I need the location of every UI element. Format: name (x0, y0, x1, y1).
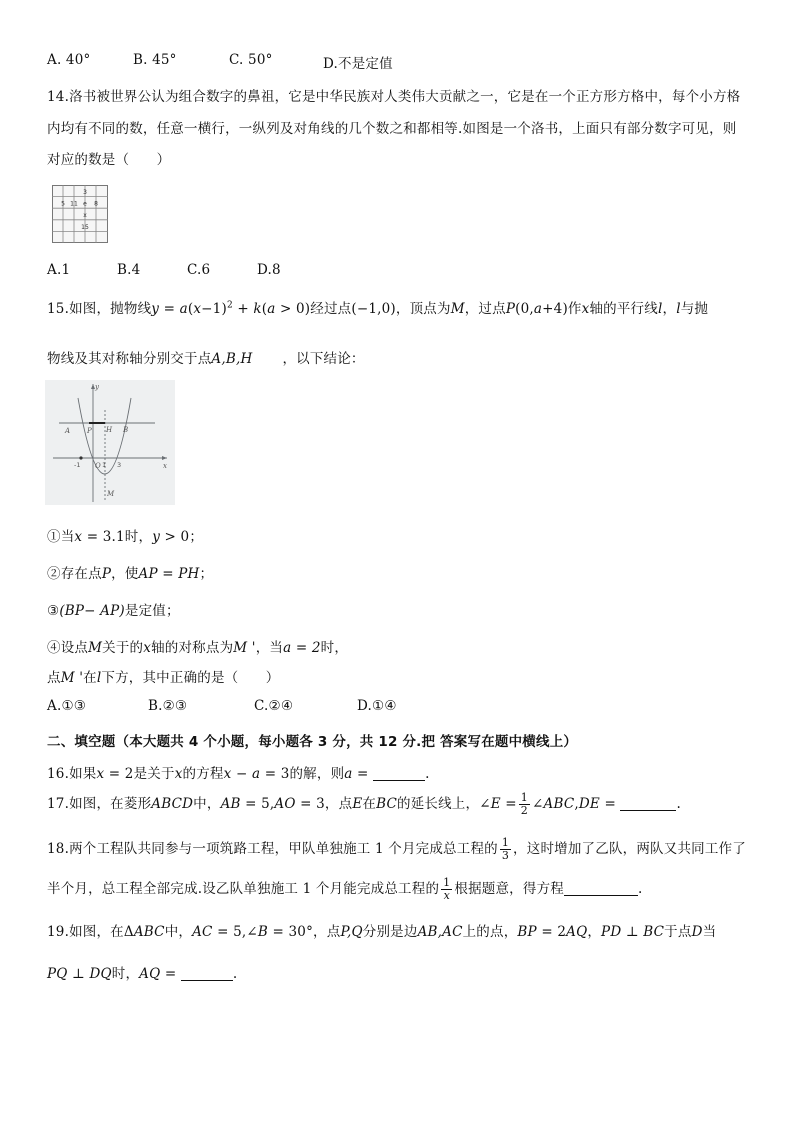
q16-d: = 3的解，则 (260, 766, 345, 782)
q19-perp: ⊥ (67, 966, 90, 982)
q17-end: . (676, 796, 681, 812)
s2-c: ； (199, 566, 214, 582)
q15-eq-x: x (193, 301, 202, 317)
figure-background (45, 380, 175, 505)
q15-statement-3 (47, 599, 180, 619)
q15-point1: (−1,0) (351, 301, 396, 317)
s4-x: x (143, 640, 152, 656)
q15-eq-a: a (179, 301, 188, 317)
grid-cell-r0c2: 3 (83, 189, 87, 196)
q15-P-coord-a: (0, (515, 301, 534, 317)
label-P: P (87, 427, 92, 435)
s4-a: ④设点 (47, 640, 89, 656)
q17-de: DE (578, 796, 600, 812)
q15-line2-text: 物线及其对称轴分别交于点 (47, 351, 212, 367)
q18-d: 根据题意，得方程 (454, 881, 564, 897)
q15-statement-1 (47, 525, 203, 545)
q19-line-2 (47, 962, 237, 982)
luoshu-grid-figure (52, 185, 108, 243)
q15-statement-2 (47, 562, 213, 582)
label-O: O (95, 462, 101, 470)
grid-border (53, 186, 108, 243)
q19-b: 中， (164, 924, 193, 940)
q16-a: 16.如果 (47, 766, 97, 782)
q15-conclusions: ，以下结论： (282, 351, 365, 367)
q19-equals: = (160, 966, 177, 982)
q19-line-1 (47, 920, 716, 940)
q15-eq-condition: > 0 (275, 301, 305, 317)
label-x: x (163, 462, 167, 470)
q18-b: ，这时增加了乙队，两队又共同工作了 (513, 841, 746, 857)
q16-a-var: a (344, 766, 353, 782)
s4-e: 时， (320, 640, 349, 656)
grid-cell-r2c2: x (83, 212, 87, 219)
label-1: 1 (102, 461, 107, 469)
q16-x1: x (96, 766, 105, 782)
q19-aq: AQ (566, 924, 588, 940)
s5-c: 下方，其中正确的是（ ） (101, 670, 280, 686)
q15-M: M (450, 301, 465, 317)
q18-frac2-num: 1 (443, 876, 451, 889)
s4-a-eq: a = 2 (283, 640, 321, 656)
q14-option-b: B.4 (117, 262, 141, 278)
q15-l: l (657, 301, 663, 317)
s1-a: ①当 (47, 529, 75, 545)
q15-statement-4 (47, 636, 348, 656)
label-3: 3 (117, 461, 122, 469)
point-neg1 (79, 456, 82, 459)
q16-line (47, 762, 430, 782)
q19-i: ⊥ (621, 924, 644, 940)
q15-option-d: D.①④ (357, 698, 397, 714)
q15-ABH: A,B,H (211, 351, 253, 367)
q19-pd: PD (601, 924, 622, 940)
label-H: H (106, 426, 113, 434)
q16-eq: x − a (223, 766, 261, 782)
q19-abac: AB,AC (417, 924, 463, 940)
q15-eq-minus1: −1 (201, 301, 222, 317)
q18-line-1 (47, 837, 746, 862)
s1-x: x (74, 529, 83, 545)
s5-a: 点 (47, 670, 61, 686)
q14-option-a: A.1 (47, 262, 71, 278)
q17-E: E (490, 796, 501, 812)
q13-option-c: C. 50° (229, 52, 273, 68)
q15-intro: 15.如图，抛物线 (47, 301, 152, 317)
q15-P-coord-b: a (533, 301, 543, 317)
q15-vertex-text: ，顶点为 (395, 301, 451, 317)
label-M: M (107, 490, 115, 498)
q19-e: 分别是边 (362, 924, 418, 940)
q19-end: . (232, 966, 238, 982)
q17-b: 中， (193, 796, 221, 812)
q17-line (47, 792, 681, 817)
s1-y: y (152, 529, 161, 545)
q15-line-1: 15.如图，抛物线$y = a(x-1)^2 + k(a > 0)$经过点(−1,0)，顶点为M，过点P(0,a+4)作x轴的平行线l，l与抛 (47, 300, 709, 317)
q15-statement-5 (47, 666, 279, 686)
q17-i: ∠ (532, 796, 544, 812)
q13-option-d: D.不是定值 (323, 56, 393, 72)
label-B: B (123, 426, 129, 434)
q19-bp: BP (517, 924, 537, 940)
q15-l2: l (676, 301, 681, 317)
q15-eq-a2: a (267, 301, 276, 317)
label-A: A (65, 427, 71, 435)
q15-line-2 (47, 347, 365, 367)
q17-abcd: ABCD (151, 796, 194, 812)
q19-bc: BC (643, 924, 665, 940)
q17-bc: BC (376, 796, 397, 812)
q14-options (47, 262, 281, 278)
s5-l: l (96, 670, 102, 686)
q15-through: ，过点 (464, 301, 506, 317)
q15-parallel2: 轴的平行线 (589, 301, 658, 317)
section-2-title: 二、填空题（本大题共 4 个小题，每小题各 3 分，共 12 分.把 答案写在题中横线上） (47, 734, 578, 750)
q15-eq-k: k (253, 301, 262, 317)
parabola-figure (45, 380, 175, 505)
s1-c: > 0； (160, 529, 204, 545)
q13-option-b: B. 45° (133, 52, 177, 68)
q17-a: 17.如图，在菱形 (47, 796, 152, 812)
q14-line-3: 对应的数是（ ） (47, 152, 171, 168)
s2-b: ，使 (111, 566, 139, 582)
q19-h: ， (587, 924, 602, 940)
q19-D: D (691, 924, 703, 940)
grid-cell-r1c2: e (83, 200, 87, 208)
q17-answer-blank[interactable] (620, 796, 676, 811)
q19-answer-blank[interactable] (181, 966, 233, 981)
s4-c: 轴的对称点为 (151, 640, 234, 656)
q16-c: 的方程 (182, 766, 224, 782)
q15-option-b: B.②③ (148, 698, 188, 714)
q18-frac2-den: x (443, 889, 450, 902)
q15-x-axis: x (581, 301, 590, 317)
q19-aq-seg: AQ (139, 966, 161, 982)
s2-P: P (101, 566, 112, 582)
s3-expr: (BP− AP) (59, 603, 125, 619)
q19-d: = 30°，点 (268, 924, 341, 940)
s3-a: ③ (47, 603, 60, 619)
grid-cell-r1c3: 8 (94, 200, 98, 208)
q13-option-a: A. 40° (47, 52, 91, 68)
q15-P: P (505, 301, 516, 317)
grid-cell-r1c0: 5 (61, 200, 65, 208)
q18-line-2 (47, 877, 642, 902)
q17-f: 在 (362, 796, 377, 812)
s1-b: = 3.1时， (82, 529, 153, 545)
q17-ao: AO (274, 796, 296, 812)
q18-frac1-num: 1 (501, 836, 510, 849)
s2-a: ②存在点 (47, 566, 102, 582)
q17-frac-den: 2 (520, 804, 528, 817)
q15-with: 与抛 (680, 301, 709, 317)
q15-P-coord-c: +4) (542, 301, 568, 317)
q17-frac-num: 1 (520, 791, 528, 804)
q15-parallel: 作 (567, 301, 582, 317)
q18-a: 18.两个工程队共同参与一项筑路工程，甲队单独施工 1 个月完成总工程的 (47, 841, 498, 857)
q19-pq: P,Q (340, 924, 363, 940)
q19-abc: ABC (133, 924, 165, 940)
s3-b: 是定值； (124, 603, 180, 619)
q19-B: B (257, 924, 268, 940)
q19-pq-seg: PQ (47, 966, 68, 982)
s4-b: 关于的 (102, 640, 144, 656)
q14-option-d: D.8 (257, 262, 281, 278)
q15-eq-plus: + (237, 301, 249, 317)
q17-g: 的延长线上，∠ (397, 796, 491, 812)
q18-fraction-2 (441, 877, 452, 902)
q16-answer-blank[interactable] (373, 766, 425, 781)
q15-eq-y: y (151, 301, 160, 317)
q16-x2: x (174, 766, 183, 782)
q14-line-2: 内均有不同的数，任意一横行，一纵列及对角线的几个数之和都相等.如图是一个洛书，上面只有部分数字可见，则 (47, 121, 737, 137)
q17-ab: AB (220, 796, 241, 812)
q18-c: 半个月，总工程全部完成.设乙队单独施工 1 个月能完成总工程的 (47, 881, 440, 897)
label-neg1: -1 (74, 461, 81, 469)
q19-when: 时， (111, 966, 140, 982)
q16-end: . (425, 766, 430, 782)
q17-d: = 3，点 (295, 796, 353, 812)
q15-passes: 经过点 (310, 301, 352, 317)
label-y: y (95, 383, 99, 391)
s4-d: ，当 (255, 640, 284, 656)
q17-k: = (599, 796, 616, 812)
q14-line-1: 14.洛书被世界公认为组合数字的鼻祖，它是中华民族对人类伟大贡献之一，它是在一个正方形方格中，每个小方格 (47, 89, 741, 105)
s4-M: M (88, 640, 103, 656)
q13-options (47, 52, 393, 72)
s5-Mprime: M ' (60, 670, 84, 686)
q17-j: , (574, 796, 579, 812)
q17-h: = (500, 796, 517, 812)
q19-k: 当 (702, 924, 717, 940)
q17-c: = 5, (240, 796, 275, 812)
q16-e: = (352, 766, 369, 782)
q18-frac1-den: 3 (501, 849, 510, 862)
s2-eq: AP = PH (138, 566, 200, 582)
q19-a: 19.如图，在Δ (47, 924, 134, 940)
s4-Mprime: M ' (233, 640, 256, 656)
q17-fraction (519, 792, 530, 817)
q19-g: = 2 (536, 924, 567, 940)
q19-j: 于点 (664, 924, 692, 940)
q18-answer-blank[interactable] (564, 881, 638, 896)
q19-dq-seg: DQ (89, 966, 112, 982)
q15-sep: ， (662, 301, 677, 317)
q16-b: = 2是关于 (104, 766, 175, 782)
q14-option-c: C.6 (187, 262, 211, 278)
q17-abc: ABC (543, 796, 575, 812)
q19-f: 上的点， (462, 924, 518, 940)
q15-option-c: C.②④ (254, 698, 294, 714)
grid-cell-r3c2: 15 (81, 224, 89, 231)
s5-b: 在 (83, 670, 97, 686)
q15-option-a: A.①③ (47, 698, 87, 714)
grid-cell-r1c1: 11 (70, 200, 78, 208)
q19-ac: AC (192, 924, 213, 940)
q18-fraction-1 (500, 837, 511, 862)
q17-e: E (352, 796, 363, 812)
q15-eq-square: 2 (226, 300, 233, 311)
q19-c: = 5,∠ (212, 924, 258, 940)
q15-options (47, 698, 397, 714)
q18-end: . (637, 881, 643, 897)
